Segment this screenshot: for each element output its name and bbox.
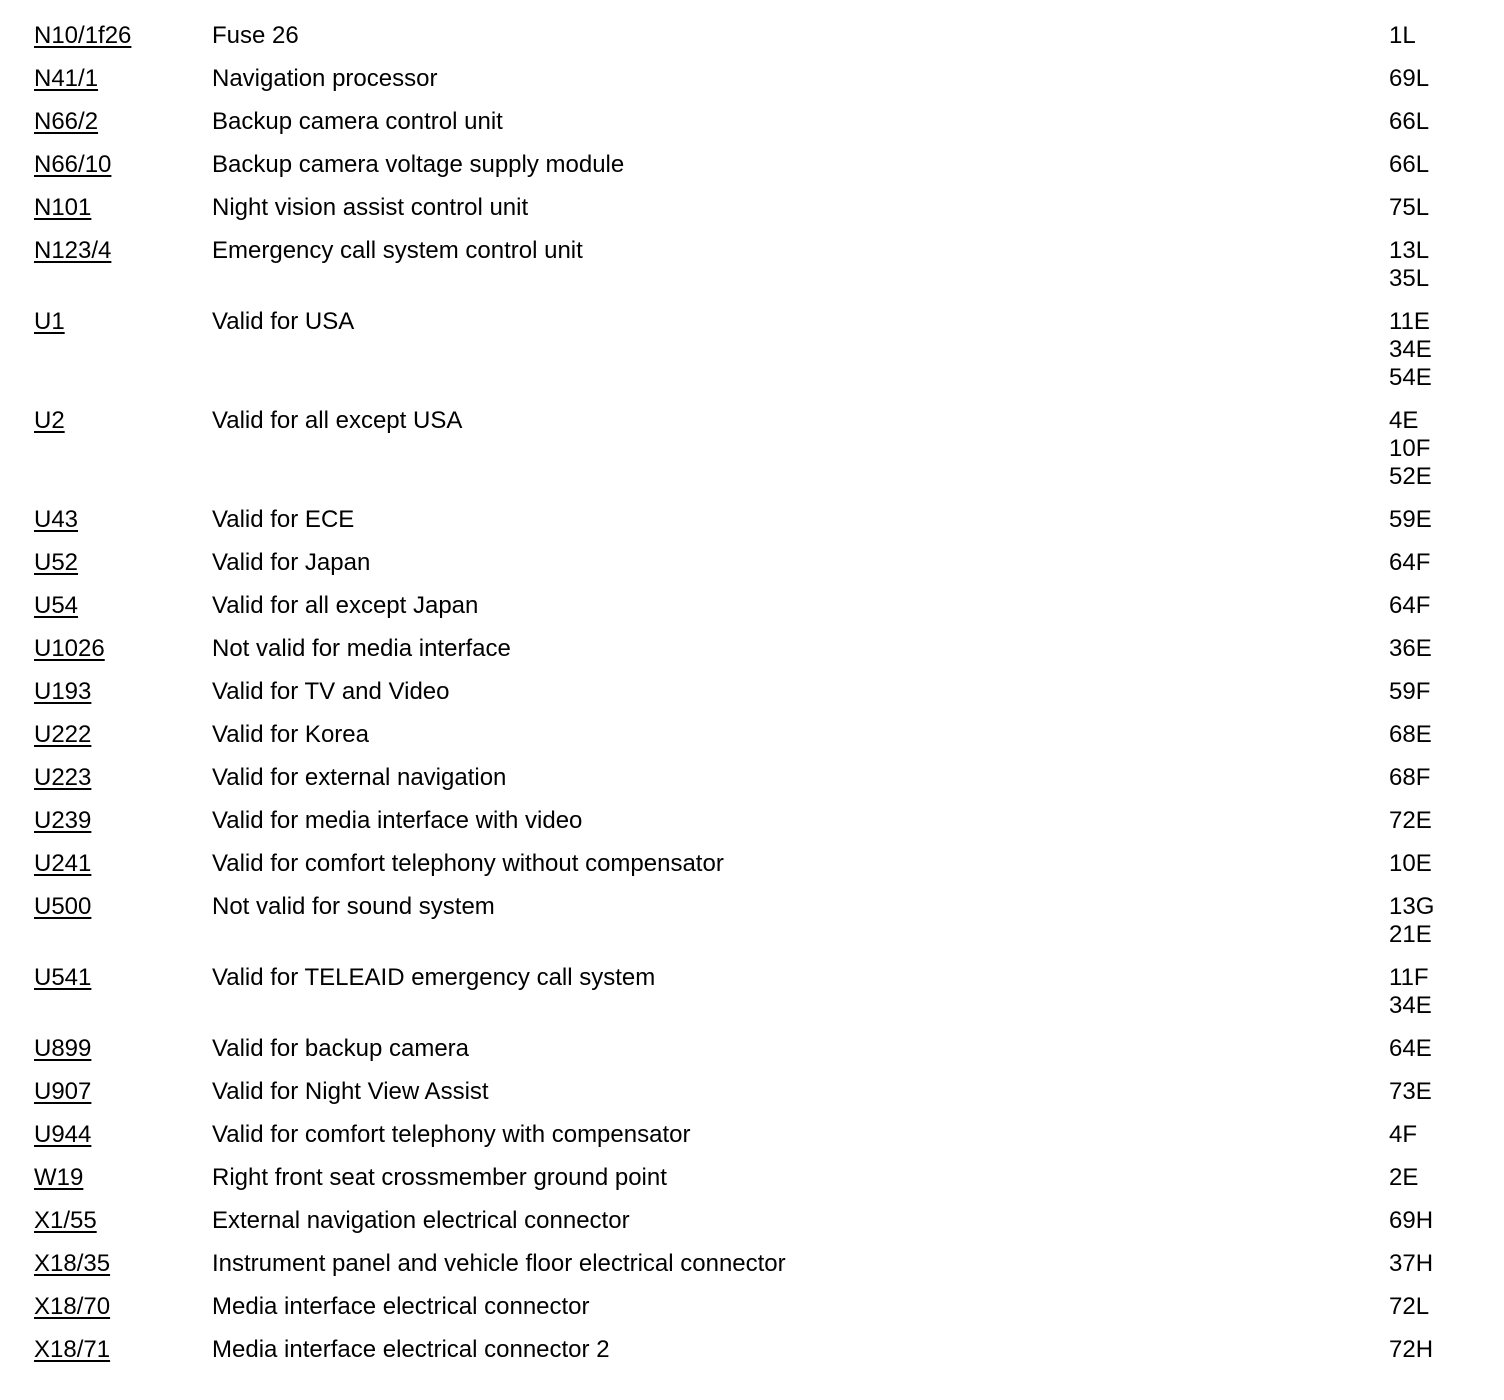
- grid-location: 64F: [1389, 549, 1431, 576]
- grid-locations: [1389, 1164, 1489, 1192]
- grid-locations: [1389, 678, 1489, 706]
- grid-locations: [1389, 1293, 1489, 1321]
- grid-locations: [1389, 549, 1489, 577]
- component-code-link[interactable]: N66/2: [34, 108, 99, 135]
- grid-locations: [1389, 237, 1489, 293]
- grid-locations: [1389, 1207, 1489, 1235]
- legend-row: [0, 1035, 1504, 1078]
- component-code-link[interactable]: N101: [34, 194, 92, 221]
- legend-row: [0, 850, 1504, 893]
- legend-row: [0, 1164, 1504, 1207]
- component-description: Valid for all except Japan: [212, 592, 479, 619]
- component-code-link[interactable]: X18/70: [34, 1293, 111, 1320]
- legend-row: [0, 549, 1504, 592]
- legend-row: [0, 22, 1504, 65]
- grid-location: 72H: [1389, 1336, 1434, 1363]
- component-code-link[interactable]: X18/35: [34, 1250, 111, 1277]
- component-description: Valid for external navigation: [212, 764, 507, 791]
- component-code-link[interactable]: U541: [34, 964, 92, 991]
- grid-location: 10F: [1389, 435, 1431, 462]
- grid-location: 64E: [1389, 1035, 1432, 1062]
- grid-location: 1L: [1389, 22, 1416, 49]
- grid-location: 68F: [1389, 764, 1431, 791]
- component-legend-list: [0, 22, 1504, 1379]
- grid-locations: [1389, 964, 1489, 1020]
- legend-row: [0, 592, 1504, 635]
- component-description: Valid for all except USA: [212, 407, 463, 434]
- component-description: Valid for TELEAID emergency call system: [212, 964, 656, 991]
- grid-location: 11E: [1389, 308, 1430, 335]
- component-description: Emergency call system control unit: [212, 237, 583, 264]
- component-code-link[interactable]: U241: [34, 850, 92, 877]
- grid-locations: [1389, 151, 1489, 179]
- component-code-link[interactable]: U907: [34, 1078, 92, 1105]
- grid-locations: [1389, 65, 1489, 93]
- component-code-link[interactable]: U43: [34, 506, 79, 533]
- grid-location: 69H: [1389, 1207, 1434, 1234]
- grid-location: 59F: [1389, 678, 1431, 705]
- grid-location: 73E: [1389, 1078, 1432, 1105]
- grid-location: 37H: [1389, 1250, 1434, 1277]
- component-description: External navigation electrical connector: [212, 1207, 630, 1234]
- component-code-link[interactable]: X18/71: [34, 1336, 111, 1363]
- grid-location: 66L: [1389, 151, 1430, 178]
- component-description: Valid for Night View Assist: [212, 1078, 489, 1105]
- component-description: Instrument panel and vehicle floor electrical connector: [212, 1250, 786, 1277]
- grid-locations: [1389, 592, 1489, 620]
- grid-location: 66L: [1389, 108, 1430, 135]
- component-description: Not valid for sound system: [212, 893, 495, 920]
- legend-row: [0, 1250, 1504, 1293]
- grid-locations: [1389, 1035, 1489, 1063]
- component-description: Valid for comfort telephony without compensator: [212, 850, 724, 877]
- component-description: Valid for media interface with video: [212, 807, 583, 834]
- component-code-link[interactable]: U500: [34, 893, 92, 920]
- component-description: Night vision assist control unit: [212, 194, 529, 221]
- grid-location: 34E: [1389, 336, 1432, 363]
- grid-locations: [1389, 1121, 1489, 1149]
- grid-location: 13L: [1389, 237, 1430, 264]
- grid-location: 75L: [1389, 194, 1430, 221]
- grid-location: 69L: [1389, 65, 1430, 92]
- component-description: Backup camera voltage supply module: [212, 151, 625, 178]
- grid-location: 68E: [1389, 721, 1432, 748]
- component-code-link[interactable]: U223: [34, 764, 92, 791]
- grid-location: 59E: [1389, 506, 1432, 533]
- component-code-link[interactable]: U899: [34, 1035, 92, 1062]
- component-code-link[interactable]: U944: [34, 1121, 92, 1148]
- legend-row: [0, 807, 1504, 850]
- component-description: Valid for USA: [212, 308, 355, 335]
- component-description: Media interface electrical connector 2: [212, 1336, 610, 1363]
- legend-row: [0, 893, 1504, 964]
- legend-row: [0, 1121, 1504, 1164]
- legend-row: [0, 506, 1504, 549]
- legend-row: [0, 721, 1504, 764]
- component-description: Valid for comfort telephony with compensator: [212, 1121, 691, 1148]
- legend-row: [0, 194, 1504, 237]
- legend-row: [0, 1078, 1504, 1121]
- component-description: Not valid for media interface: [212, 635, 511, 662]
- grid-locations: [1389, 308, 1489, 392]
- grid-locations: [1389, 893, 1489, 949]
- grid-location: 72L: [1389, 1293, 1430, 1320]
- legend-row: [0, 1293, 1504, 1336]
- grid-location: 72E: [1389, 807, 1432, 834]
- legend-row: [0, 151, 1504, 194]
- legend-row: [0, 1207, 1504, 1250]
- grid-locations: [1389, 407, 1489, 491]
- grid-locations: [1389, 721, 1489, 749]
- grid-location: 54E: [1389, 364, 1432, 391]
- component-description: Valid for TV and Video: [212, 678, 450, 705]
- component-code-link[interactable]: U1: [34, 308, 65, 335]
- grid-locations: [1389, 1336, 1489, 1364]
- component-description: Backup camera control unit: [212, 108, 503, 135]
- component-description: Valid for Korea: [212, 721, 369, 748]
- component-code-link[interactable]: N41/1: [34, 65, 99, 92]
- legend-row: [0, 764, 1504, 807]
- grid-location: 2E: [1389, 1164, 1419, 1191]
- component-description: Valid for Japan: [212, 549, 371, 576]
- grid-locations: [1389, 764, 1489, 792]
- legend-row: [0, 1336, 1504, 1379]
- grid-location: 21E: [1389, 921, 1432, 948]
- component-description: Valid for ECE: [212, 506, 355, 533]
- component-code-link[interactable]: U1026: [34, 635, 105, 662]
- grid-location: 36E: [1389, 635, 1432, 662]
- legend-row: [0, 65, 1504, 108]
- component-description: Right front seat crossmember ground point: [212, 1164, 667, 1191]
- component-code-link[interactable]: U52: [34, 549, 79, 576]
- grid-location: 64F: [1389, 592, 1431, 619]
- grid-location: 35L: [1389, 265, 1430, 292]
- component-code-link[interactable]: U193: [34, 678, 92, 705]
- component-code-link[interactable]: X1/55: [34, 1207, 97, 1234]
- component-code-link[interactable]: U2: [34, 407, 65, 434]
- legend-row: [0, 237, 1504, 308]
- grid-location: 4E: [1389, 407, 1419, 434]
- legend-row: [0, 308, 1504, 407]
- component-code-link[interactable]: N123/4: [34, 237, 112, 264]
- grid-location: 52E: [1389, 463, 1432, 490]
- grid-locations: [1389, 1250, 1489, 1278]
- legend-row: [0, 635, 1504, 678]
- grid-locations: [1389, 807, 1489, 835]
- legend-row: [0, 407, 1504, 506]
- grid-locations: [1389, 506, 1489, 534]
- component-description: Media interface electrical connector: [212, 1293, 590, 1320]
- grid-locations: [1389, 635, 1489, 663]
- grid-location: 4F: [1389, 1121, 1418, 1148]
- component-description: Fuse 26: [212, 22, 299, 49]
- grid-locations: [1389, 22, 1489, 50]
- component-code-link[interactable]: W19: [34, 1164, 84, 1191]
- legend-row: [0, 964, 1504, 1035]
- component-code-link[interactable]: U54: [34, 592, 79, 619]
- component-description: Navigation processor: [212, 65, 438, 92]
- grid-locations: [1389, 850, 1489, 878]
- component-description: Valid for backup camera: [212, 1035, 470, 1062]
- component-code-link[interactable]: U239: [34, 807, 92, 834]
- component-code-link[interactable]: U222: [34, 721, 92, 748]
- grid-location: 11F: [1389, 964, 1429, 991]
- grid-locations: [1389, 108, 1489, 136]
- grid-location: 10E: [1389, 850, 1432, 877]
- grid-locations: [1389, 1078, 1489, 1106]
- component-code-link[interactable]: N10/1f26: [34, 22, 132, 49]
- legend-row: [0, 108, 1504, 151]
- grid-location: 34E: [1389, 992, 1432, 1019]
- legend-row: [0, 678, 1504, 721]
- component-code-link[interactable]: N66/10: [34, 151, 112, 178]
- grid-locations: [1389, 194, 1489, 222]
- grid-location: 13G: [1389, 893, 1435, 920]
